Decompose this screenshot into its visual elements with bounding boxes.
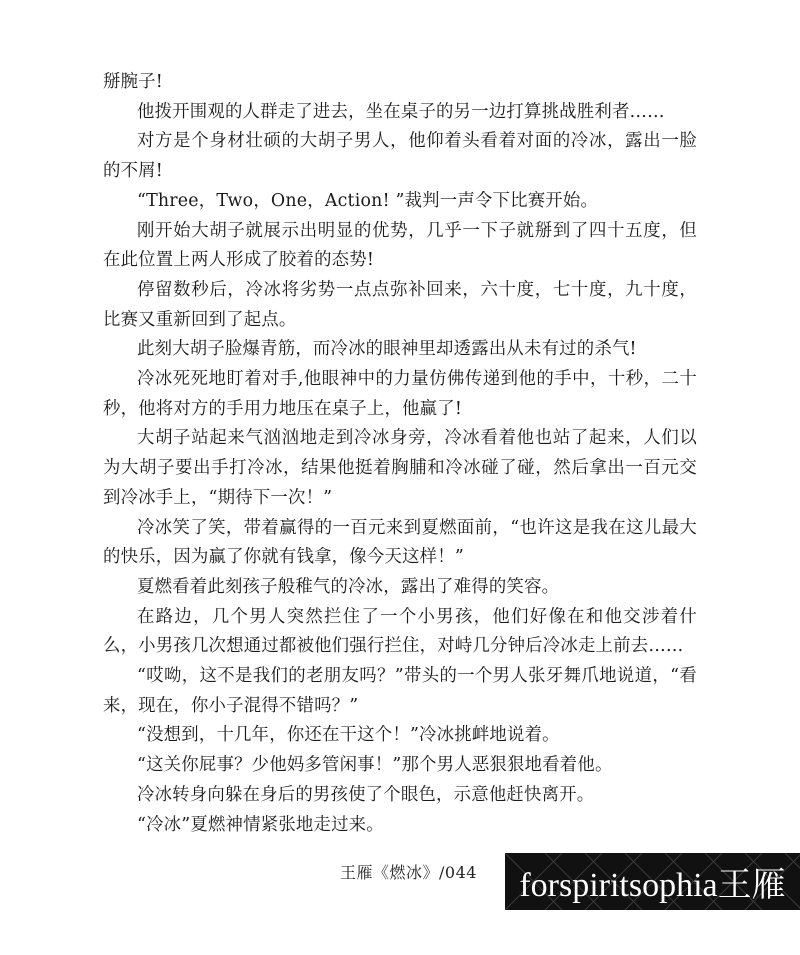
paragraph-14: “没想到，十几年，你还在干这个！”冷冰挑衅地说着。	[137, 725, 560, 746]
watermark-banner	[505, 853, 800, 910]
paragraph-1: 掰腕子!	[103, 72, 163, 92]
paragraph-8: 冷冰死死地盯着对手,他眼神中的力量仿佛传递到他的手中，十秒，二十秒，他将对方的手用力地压在桌子上，他赢了!	[103, 369, 697, 419]
paragraph-5: 刚开始大胡子就展示出明显的优势，几乎一下子就掰到了四十五度，但在此位置上两人形成了胶着的态势!	[103, 220, 697, 271]
paragraph-9: 大胡子站起来气汹汹地走到冷冰身旁，冷冰看着他也站了起来，人们以为大胡子要出手打冷冰，结果他挺着胸脯和冷冰碰了碰，然后拿出一百元交到冷冰手上，“期待下一次！”	[103, 428, 697, 508]
paragraph-11: 夏燃看着此刻孩子般稚气的冷冰，露出了难得的笑容。	[137, 576, 560, 597]
paragraph-16: 冷冰转身向躲在身后的男孩使了个眼色，示意他赶快离开。	[137, 784, 595, 805]
body-text	[103, 68, 697, 840]
paragraph-2: 他拨开围观的人群走了进去，坐在桌子的另一边打算挑战胜利者……	[137, 101, 665, 122]
paragraph-15: “这关你屁事？少他妈多管闲事！”那个男人恶狠狠地看着他。	[137, 755, 613, 776]
paragraph-12: 在路边，几个男人突然拦住了一个小男孩，他们好像在和他交涉着什么，小男孩几次想通过都被他们强行拦住，对峙几分钟后冷冰走上前去……	[103, 606, 697, 657]
paragraph-17: “冷冰”夏燃神情紧张地走过来。	[137, 814, 384, 835]
paragraph-7: 此刻大胡子脸爆青筋，而冷冰的眼神里却透露出从未有过的杀气!	[137, 339, 637, 360]
paragraph-6: 停留数秒后，冷冰将劣势一点点弥补回来，六十度，七十度，九十度，比赛又重新回到了起点。	[103, 279, 697, 330]
paragraph-4: “Three，Two，One，Action! ”裁判一声令下比赛开始。	[137, 190, 599, 211]
page-footer: 王雁《燃冰》/044	[340, 863, 477, 882]
watermark-text: forspiritsophia王雁	[519, 867, 786, 904]
paragraph-10: 冷冰笑了笑，带着赢得的一百元来到夏燃面前，“也许这是我在这儿最大的快乐，因为赢了你就有钱拿，像今天这样！”	[103, 517, 697, 568]
paragraph-13: “哎呦，这不是我们的老朋友吗？”带头的一个男人张牙舞爪地说道，“看来，现在，你小子混得不错吗？”	[103, 666, 697, 716]
paragraph-3: 对方是个身材壮硕的大胡子男人，他仰着头看着对面的冷冰，露出一脸的不屑!	[103, 131, 697, 182]
